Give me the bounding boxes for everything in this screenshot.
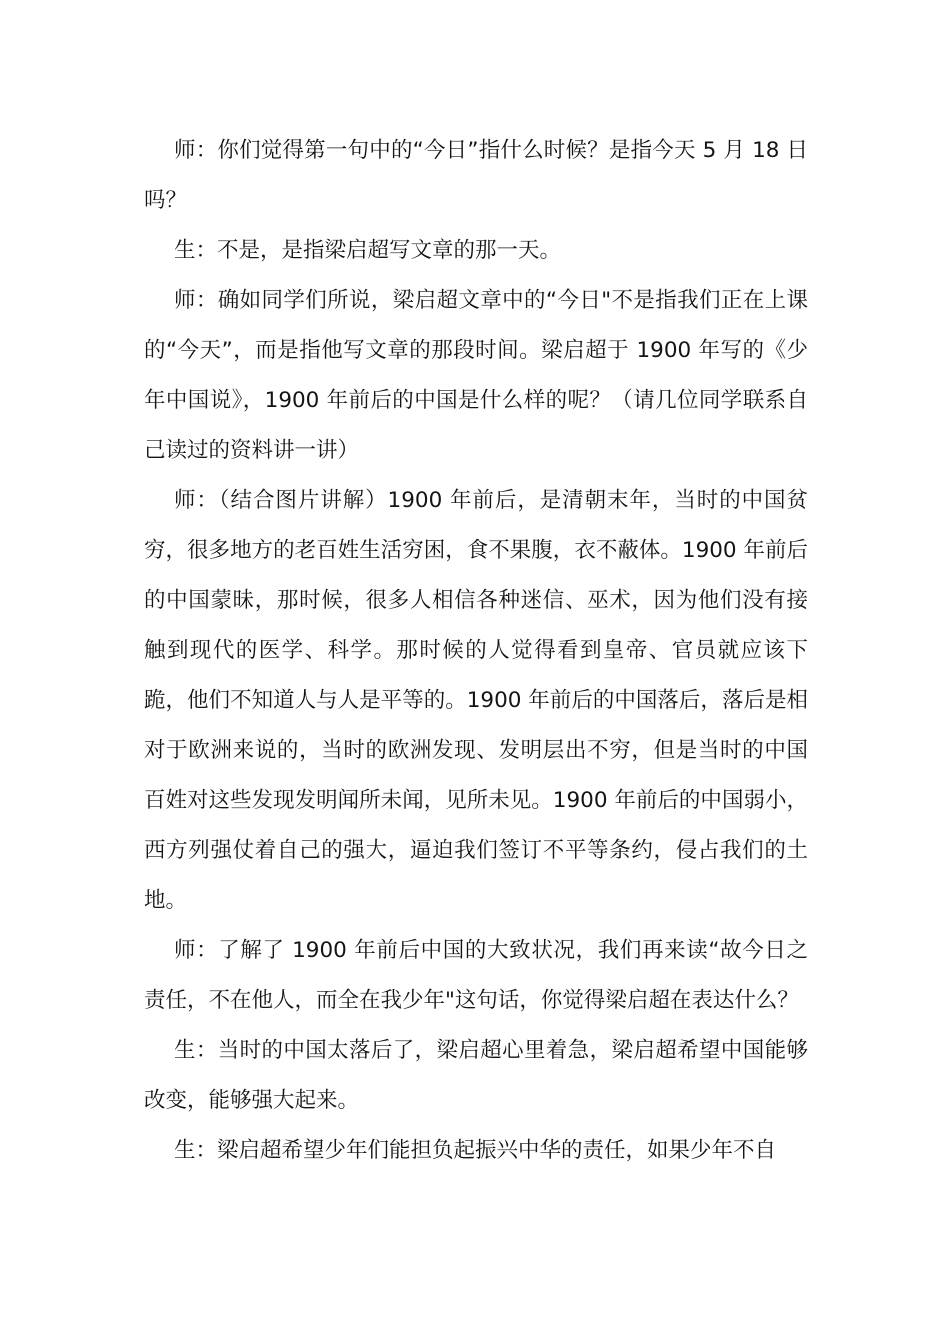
paragraph-teacher-context: 师：确如同学们所说，梁启超文章中的“今日"不是指我们正在上课的“今天”，而是指他写文章的那段时间。梁启超于 1900 年写的《少年中国说》，1900 年前后的中国是什么样的呢？（请几位同学联系自己读过的资料讲一讲） [144, 288, 808, 463]
paragraph-student-response-1: 生：当时的中国太落后了，梁启超心里着急，梁启超希望中国能够改变，能够强大起来。 [144, 1038, 808, 1113]
paragraph-teacher-explanation: 师：（结合图片讲解）1900 年前后，是清朝末年，当时的中国贫穷，很多地方的老百姓生活穷困，食不果腹，衣不蔽体。1900 年前后的中国蒙昧，那时候，很多人相信各种迷信、巫术，因为他们没有接触到现代的医学、科学。那时候的人觉得看到皇帝、官员就应该下跪，他们不知道人与人是平等的。1900 年前后的中国落后，落后是相对于欧洲来说的，当时的欧洲发现、发明层出不穷，但是当时的中国百姓对这些发现发明闻所未闻，见所未见。1900 年前后的中国弱小，西方列强仗着自己的强大，逼迫我们签订不平等条约，侵占我们的土地。 [144, 488, 808, 913]
paragraph-student-response-2: 生：梁启超希望少年们能担负起振兴中华的责任，如果少年不自 [174, 1138, 777, 1163]
paragraph-teacher-question: 师：你们觉得第一句中的“今日”指什么时候？是指今天 5 月 18 日吗？ [144, 138, 808, 213]
document-body [144, 126, 808, 1176]
paragraph-teacher-followup: 师：了解了 1900 年前后中国的大致状况，我们再来读“故今日之责任，不在他人，而全在我少年"这句话，你觉得梁启超在表达什么？ [144, 938, 808, 1013]
paragraph-student-answer: 生：不是，是指梁启超写文章的那一天。 [174, 238, 562, 263]
